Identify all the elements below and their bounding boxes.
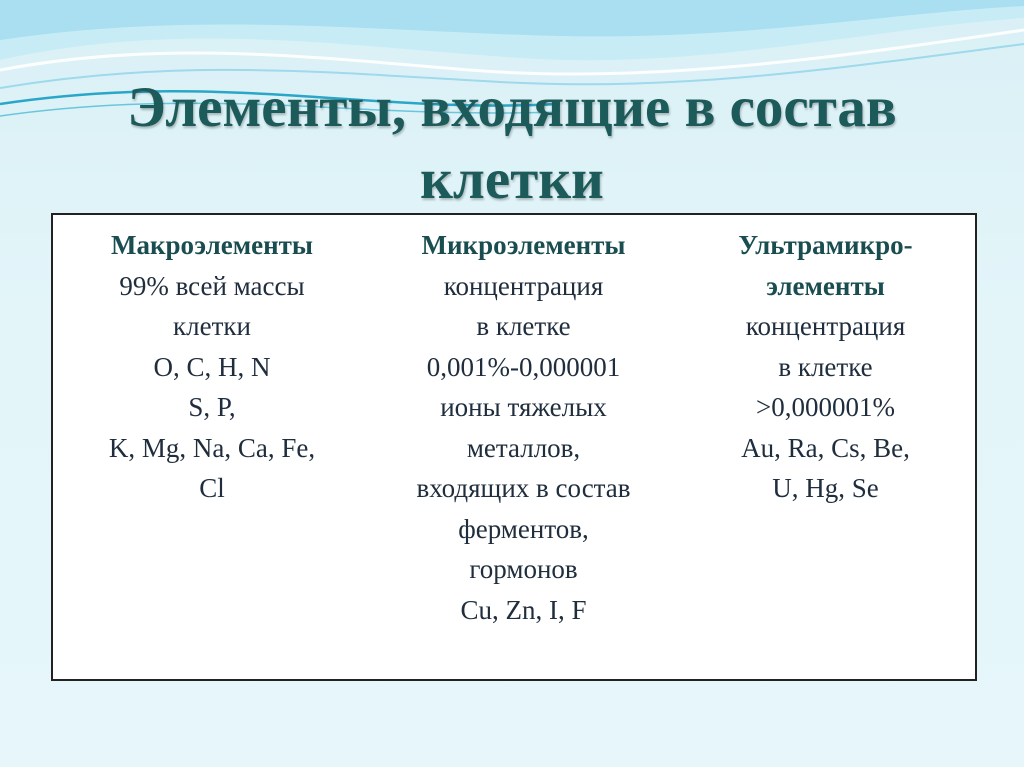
column-text-line: входящих в состав	[416, 473, 631, 503]
slide-title-line-1: Элементы, входящие в состав	[127, 76, 897, 139]
column-text-line: концентрация	[443, 270, 604, 301]
column-text-line: Au, Ra, Cs, Be,	[741, 432, 910, 463]
column-header: Макроэлементы	[111, 230, 313, 260]
elements-table	[51, 213, 977, 681]
column-text-line: гормонов	[469, 554, 578, 584]
column-text-line: >0,000001%	[756, 392, 895, 422]
column-text-line: 0,001%-0,000001	[426, 351, 621, 382]
column-text-line: S, P,	[188, 392, 236, 422]
column-header: Микроэлементы	[421, 230, 626, 260]
column-text-line: ионы тяжелых	[440, 392, 607, 422]
column-macroelements	[53, 215, 371, 679]
column-microelements	[371, 215, 676, 679]
column-text-line: концентрация	[745, 311, 906, 341]
column-text-line: O, C, H, N	[153, 351, 271, 382]
column-text-line: U, Hg, Se	[772, 473, 879, 503]
column-text-line: K, Mg, Na, Ca, Fe,	[108, 432, 316, 463]
column-text-line: клетки	[173, 311, 251, 341]
column-text-line: в клетке	[476, 311, 571, 341]
column-header: элементы	[766, 270, 885, 301]
slide-title	[0, 72, 1024, 216]
column-ultramicroelements	[676, 215, 975, 679]
slide-title-line-2: клетки	[420, 148, 604, 211]
column-text-line: 99% всей массы	[119, 270, 305, 301]
column-text-line: Cl	[199, 473, 225, 503]
column-text-line: металлов,	[466, 432, 581, 463]
column-header: Ультрамикро-	[738, 230, 913, 260]
column-text-line: ферментов,	[458, 513, 589, 544]
column-text-line: в клетке	[778, 351, 873, 382]
column-text-line: Cu, Zn, I, F	[460, 594, 587, 625]
